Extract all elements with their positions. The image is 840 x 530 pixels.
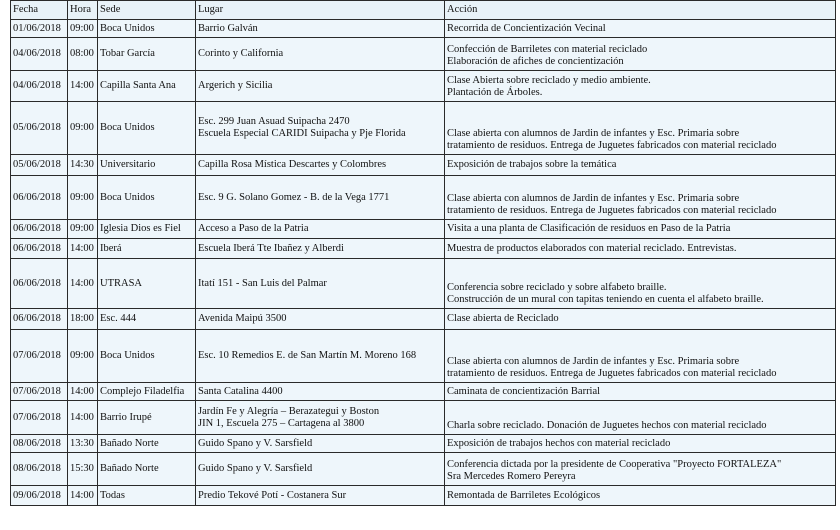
accion-line: Visita a una planta de Clasificación de residuos en Paso de la Patria	[447, 223, 731, 234]
cell-fecha: 07/06/2018	[11, 401, 68, 435]
cell-lugar	[196, 71, 445, 102]
accion-line: Exposición de trabajos sobre la temática	[447, 159, 617, 170]
cell-hora: 09:00	[68, 176, 98, 220]
accion-line: Clase abierta con alumnos de Jardin de infantes y Esc. Primaria sobre	[447, 128, 740, 139]
accion-line: Caminata de concientización Barrial	[447, 385, 601, 397]
cell-fecha: 06/06/2018	[11, 220, 68, 239]
accion-line: Conferencia dictada por la presidente de Cooperativa "Proyecto FORTALEZA"	[447, 459, 782, 470]
lugar-line: Barrio Galván	[198, 22, 258, 34]
cell-fecha: 04/06/2018	[11, 38, 68, 71]
table-row	[11, 155, 836, 176]
cell-lugar	[196, 239, 445, 259]
cell-lugar	[196, 309, 445, 330]
header-hora: Hora	[68, 1, 98, 20]
header-accion: Acción	[445, 1, 836, 20]
cell-hora: 14:00	[68, 486, 98, 506]
table-row	[11, 239, 836, 259]
cell-hora: 18:00	[68, 309, 98, 330]
accion-line: Clase abierta de Reciclado	[447, 313, 559, 324]
cell-sede: Barrio Irupé	[98, 401, 196, 435]
table-row	[11, 453, 836, 486]
cell-hora: 13:30	[68, 435, 98, 453]
table-row	[11, 38, 836, 71]
lugar-line: Escuela Especial CARIDI Suipacha y Pje Florida	[198, 128, 406, 139]
cell-accion	[445, 71, 836, 102]
cell-hora: 09:00	[68, 220, 98, 239]
cell-fecha: 06/06/2018	[11, 176, 68, 220]
cell-hora: 14:30	[68, 155, 98, 176]
cell-accion	[445, 20, 836, 38]
table-row	[11, 401, 836, 435]
cell-lugar	[196, 20, 445, 38]
cell-sede: Boca Unidos	[98, 330, 196, 383]
cell-hora: 14:00	[68, 71, 98, 102]
accion-line: tratamiento de residuos. Entrega de Juguetes fabricados con material reciclado	[447, 140, 777, 151]
lugar-line: Esc. 10 Remedios E. de San Martín M. Moreno 168	[198, 350, 417, 361]
cell-sede: Complejo Filadelfia	[98, 383, 196, 401]
cell-fecha: 05/06/2018	[11, 102, 68, 155]
cell-accion	[445, 401, 836, 435]
cell-accion	[445, 176, 836, 220]
cell-accion	[445, 309, 836, 330]
cell-hora: 09:00	[68, 20, 98, 38]
cell-sede: Tobar García	[98, 38, 196, 71]
accion-line: Recorrida de Concientización Vecinal	[447, 22, 606, 34]
lugar-line: JIN 1, Escuela 275 – Cartagena al 3800	[198, 417, 365, 429]
cell-sede: Todas	[98, 486, 196, 506]
cell-hora: 14:00	[68, 383, 98, 401]
accion-line: Sra Mercedes Romero Pereyra	[447, 471, 576, 482]
cell-hora: 09:00	[68, 330, 98, 383]
cell-sede: Capilla Santa Ana	[98, 71, 196, 102]
cell-sede: Iberá	[98, 239, 196, 259]
accion-line: Charla sobre reciclado. Donación de Juguetes hechos con material reciclado	[447, 420, 767, 431]
accion-line: Clase abierta con alumnos de Jardin de infantes y Esc. Primaria sobre	[447, 193, 740, 204]
cell-sede: UTRASA	[98, 259, 196, 309]
cell-sede: Bañado Norte	[98, 453, 196, 486]
cell-hora: 14:00	[68, 259, 98, 309]
cell-lugar	[196, 259, 445, 309]
cell-sede: Iglesia Dios es Fiel	[98, 220, 196, 239]
cell-hora: 09:00	[68, 102, 98, 155]
cell-lugar	[196, 155, 445, 176]
table-row	[11, 383, 836, 401]
table-row	[11, 435, 836, 453]
table-row	[11, 20, 836, 38]
cell-fecha: 01/06/2018	[11, 20, 68, 38]
accion-line: Clase abierta con alumnos de Jardin de infantes y Esc. Primaria sobre	[447, 356, 740, 367]
cell-fecha: 07/06/2018	[11, 330, 68, 383]
cell-lugar	[196, 330, 445, 383]
accion-line: Plantación de Árboles.	[447, 87, 543, 98]
cell-lugar	[196, 435, 445, 453]
lugar-line: Escuela Iberá Tte Ibañez y Alberdi	[198, 242, 344, 254]
lugar-line: Guido Spano y V. Sarsfield	[198, 463, 313, 474]
cell-hora: 14:00	[68, 401, 98, 435]
accion-line: Muestra de productos elaborados con material reciclado. Entrevistas.	[447, 242, 737, 254]
cell-lugar	[196, 38, 445, 71]
lugar-line: Itatí 151 - San Luis del Palmar	[198, 277, 327, 289]
cell-lugar	[196, 486, 445, 506]
cell-accion	[445, 435, 836, 453]
cell-accion	[445, 330, 836, 383]
cell-lugar	[196, 383, 445, 401]
accion-line: Exposición de trabajos hechos con material reciclado	[447, 437, 671, 449]
cell-accion	[445, 486, 836, 506]
table-row	[11, 330, 836, 383]
cell-accion	[445, 453, 836, 486]
table-row	[11, 176, 836, 220]
cell-fecha: 07/06/2018	[11, 383, 68, 401]
lugar-line: Esc. 299 Juan Asuad Suipacha 2470	[198, 116, 350, 127]
lugar-line: Jardín Fe y Alegría – Berazategui y Boston	[198, 405, 380, 417]
cell-fecha: 06/06/2018	[11, 239, 68, 259]
cell-lugar	[196, 401, 445, 435]
cell-accion	[445, 155, 836, 176]
cell-hora: 15:30	[68, 453, 98, 486]
accion-line: Remontada de Barriletes Ecológicos	[447, 489, 601, 501]
cell-fecha: 05/06/2018	[11, 155, 68, 176]
cell-sede: Bañado Norte	[98, 435, 196, 453]
lugar-line: Capilla Rosa Mística Descartes y Colombres	[198, 159, 387, 170]
cell-sede: Esc. 444	[98, 309, 196, 330]
accion-line: Construcción de un mural con tapitas teniendo en cuenta el alfabeto braille.	[447, 294, 764, 305]
accion-line: Elaboración de afiches de concientización	[447, 56, 624, 67]
cell-fecha: 04/06/2018	[11, 71, 68, 102]
lugar-line: Santa Catalina 4400	[198, 385, 283, 397]
cell-fecha: 08/06/2018	[11, 453, 68, 486]
accion-line: Clase Abierta sobre reciclado y medio ambiente.	[447, 75, 651, 86]
table-row	[11, 486, 836, 506]
cell-hora: 08:00	[68, 38, 98, 71]
header-fecha: Fecha	[11, 1, 68, 20]
cell-lugar	[196, 102, 445, 155]
lugar-line: Guido Spano y V. Sarsfield	[198, 437, 313, 449]
table-row	[11, 259, 836, 309]
cell-sede: Boca Unidos	[98, 20, 196, 38]
lugar-line: Avenida Maipú 3500	[198, 313, 287, 324]
accion-line: Conferencia sobre reciclado y sobre alfabeto braille.	[447, 282, 667, 293]
cell-accion	[445, 259, 836, 309]
cell-hora: 14:00	[68, 239, 98, 259]
table-row	[11, 102, 836, 155]
accion-line: tratamiento de residuos. Entrega de Juguetes fabricados con material reciclado	[447, 368, 777, 379]
cell-lugar	[196, 220, 445, 239]
header-sede: Sede	[98, 1, 196, 20]
cell-fecha: 09/06/2018	[11, 486, 68, 506]
lugar-line: Corinto y California	[198, 48, 284, 59]
header-lugar: Lugar	[196, 1, 445, 20]
accion-line: Confección de Barriletes con material reciclado	[447, 44, 648, 55]
cell-sede: Universitario	[98, 155, 196, 176]
lugar-line: Acceso a Paso de la Patria	[198, 223, 309, 234]
cell-accion	[445, 38, 836, 71]
lugar-line: Esc. 9 G. Solano Gomez - B. de la Vega 1771	[198, 191, 390, 203]
cell-fecha: 06/06/2018	[11, 309, 68, 330]
cell-fecha: 06/06/2018	[11, 259, 68, 309]
cell-accion	[445, 220, 836, 239]
cell-lugar	[196, 176, 445, 220]
table-row	[11, 71, 836, 102]
cell-accion	[445, 102, 836, 155]
schedule-table	[10, 0, 836, 506]
table-row	[11, 309, 836, 330]
cell-lugar	[196, 453, 445, 486]
lugar-line: Argerich y Sicilia	[198, 80, 273, 91]
cell-accion	[445, 383, 836, 401]
table-row	[11, 220, 836, 239]
accion-line: tratamiento de residuos. Entrega de Juguetes fabricados con material reciclado	[447, 205, 777, 216]
lugar-line: Predio Tekové Potí - Costanera Sur	[198, 489, 347, 501]
header-row	[11, 1, 836, 20]
cell-sede: Boca Unidos	[98, 176, 196, 220]
cell-accion	[445, 239, 836, 259]
cell-sede: Boca Unidos	[98, 102, 196, 155]
cell-fecha: 08/06/2018	[11, 435, 68, 453]
